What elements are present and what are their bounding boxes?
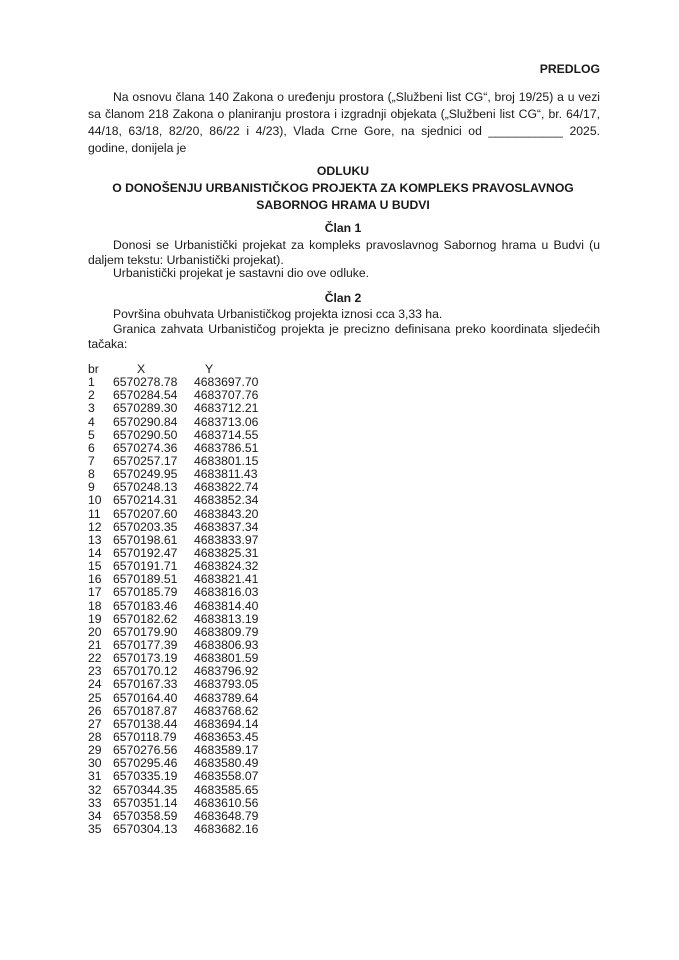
x-coordinate: 6570207.60: [113, 506, 178, 521]
y-coordinate: 4683813.19: [194, 611, 259, 626]
x-coordinate: 6570278.78: [113, 375, 178, 390]
y-coordinate: 4683786.51: [194, 440, 259, 455]
y-coordinate: 4683816.03: [194, 585, 259, 600]
y-coordinate: 4683589.17: [194, 743, 259, 758]
y-coordinate: 4683801.59: [194, 651, 259, 666]
x-coordinate: 6570118.79: [113, 729, 177, 744]
y-coordinate: 4683713.06: [194, 414, 259, 429]
y-coordinate: 4683653.45: [194, 729, 259, 744]
y-coordinate: 4683714.55: [194, 427, 259, 442]
article-1-paragraph-1: Donosi se Urbanistički projekat za kompleks pravoslavnog Sabornog hrama u Budvi (u daljem tekstu: Urbanistički projekat).: [88, 238, 600, 267]
x-coordinate: 6570167.33: [113, 677, 178, 692]
point-number: 18: [88, 598, 102, 613]
y-coordinate: 4683814.40: [194, 598, 259, 613]
x-coordinate: 6570203.35: [113, 519, 178, 534]
title-line-3: SABORNOG HRAMA U BUDVI: [256, 198, 430, 212]
x-coordinate: 6570249.95: [113, 467, 178, 482]
point-number: 7: [88, 453, 95, 468]
column-header-y: Y: [205, 362, 214, 376]
y-coordinate: 4683707.76: [194, 388, 259, 403]
y-coordinate: 4683558.07: [194, 769, 259, 784]
y-coordinate: 4683806.93: [194, 637, 259, 652]
y-coordinate: 4683585.65: [194, 782, 259, 797]
y-coordinate: 4683712.21: [194, 401, 259, 416]
x-coordinate: 6570290.50: [113, 427, 178, 442]
column-header-br: br: [88, 362, 99, 376]
point-number: 13: [88, 532, 102, 547]
point-number: 26: [88, 703, 102, 718]
point-number: 20: [88, 624, 102, 639]
x-coordinate: 6570170.12: [113, 664, 178, 679]
x-coordinate: 6570344.35: [113, 782, 178, 797]
y-coordinate: 4683697.70: [194, 375, 259, 390]
point-number: 5: [88, 427, 95, 442]
y-coordinate: 4683789.64: [194, 690, 259, 705]
article-2-heading: Član 2: [324, 291, 362, 305]
point-number: 28: [88, 729, 102, 744]
y-coordinate: 4683648.79: [194, 808, 259, 823]
y-coordinate: 4683580.49: [194, 756, 259, 771]
y-coordinate: 4683821.41: [194, 572, 259, 587]
point-number: 8: [88, 467, 95, 482]
y-coordinate: 4683793.05: [194, 677, 259, 692]
x-coordinate: 6570290.84: [113, 414, 178, 429]
x-coordinate: 6570185.79: [113, 585, 178, 600]
y-coordinate: 4683796.92: [194, 664, 259, 679]
x-coordinate: 6570179.90: [113, 624, 178, 639]
point-number: 35: [88, 821, 102, 836]
point-number: 10: [88, 493, 102, 508]
x-coordinate: 6570182.62: [113, 611, 178, 626]
point-number: 31: [88, 769, 102, 784]
x-coordinate: 6570248.13: [113, 480, 178, 495]
y-coordinate: 4683822.74: [194, 480, 259, 495]
decision-title: [60, 163, 626, 214]
x-coordinate: 6570335.19: [113, 769, 178, 784]
point-number: 30: [88, 756, 102, 771]
x-coordinate: 6570164.40: [113, 690, 178, 705]
title-line-1: ODLUKU: [316, 164, 370, 178]
article-2-paragraph-1: Površina obuhvata Urbanističkog projekta iznosi cca 3,33 ha.: [113, 307, 443, 321]
x-coordinate: 6570138.44: [113, 716, 178, 731]
y-coordinate: 4683610.56: [194, 795, 259, 810]
x-coordinate: 6570284.54: [113, 388, 178, 403]
point-number: 24: [88, 677, 102, 692]
x-coordinate: 6570187.87: [113, 703, 178, 718]
x-coordinate: 6570189.51: [113, 572, 178, 587]
y-coordinate: 4683825.31: [194, 545, 259, 560]
point-number: 12: [88, 519, 102, 534]
article-1-paragraph-2: Urbanistički projekat je sastavni dio ove odluke.: [113, 266, 370, 280]
point-number: 14: [88, 545, 102, 560]
y-coordinate: 4683824.32: [194, 559, 259, 574]
x-coordinate: 6570289.30: [113, 401, 178, 416]
x-coordinate: 6570191.71: [113, 559, 178, 574]
point-number: 1: [88, 375, 95, 390]
point-number: 11: [88, 506, 101, 521]
y-coordinate: 4683694.14: [194, 716, 259, 731]
x-coordinate: 6570177.39: [113, 637, 178, 652]
y-coordinate: 4683809.79: [194, 624, 259, 639]
point-number: 19: [88, 611, 102, 626]
y-coordinate: 4683852.34: [194, 493, 259, 508]
title-line-2: O DONOŠENJU URBANISTIČKOG PROJEKTA ZA KOMPLEKS PRAVOSLAVNOG: [112, 181, 574, 195]
point-number: 6: [88, 440, 95, 455]
point-number: 25: [88, 690, 102, 705]
x-coordinate: 6570351.14: [113, 795, 178, 810]
x-coordinate: 6570295.46: [113, 756, 178, 771]
article-1-heading: Član 1: [324, 221, 362, 235]
document-label: PREDLOG: [539, 62, 600, 76]
x-coordinate: 6570358.59: [113, 808, 178, 823]
x-coordinate: 6570304.13: [113, 821, 178, 836]
point-number: 9: [88, 480, 95, 495]
point-number: 33: [88, 795, 102, 810]
y-coordinate: 4683768.62: [194, 703, 259, 718]
x-coordinate: 6570214.31: [113, 493, 178, 508]
x-coordinate: 6570276.56: [113, 743, 178, 758]
intro-paragraph: Na osnovu člana 140 Zakona o uređenju prostora („Službeni list CG“, broj 19/25) a u vezi sa članom 218 Zakona o planiranju prostora i izgradnji objekata („Službeni list CG“, br. 64/17, 44/18, 63/18, 82/20, 86/22 i 4/23), Vlada Crne Gore, na sjednici od ___________ 2025. godine, donijela je: [88, 90, 600, 155]
point-number: 29: [88, 743, 102, 758]
point-number: 16: [88, 572, 102, 587]
column-header-x: X: [137, 362, 146, 376]
x-coordinate: 6570192.47: [113, 545, 178, 560]
point-number: 34: [88, 808, 102, 823]
point-number: 15: [88, 559, 102, 574]
point-number: 3: [88, 401, 95, 416]
point-number: 2: [88, 388, 95, 403]
y-coordinate: 4683801.15: [194, 453, 259, 468]
point-number: 17: [88, 585, 102, 600]
point-number: 22: [88, 651, 102, 666]
y-coordinate: 4683843.20: [194, 506, 259, 521]
x-coordinate: 6570274.36: [113, 440, 178, 455]
point-number: 32: [88, 782, 102, 797]
point-number: 21: [88, 637, 102, 652]
y-coordinate: 4683833.97: [194, 532, 259, 547]
x-coordinate: 6570173.19: [113, 651, 178, 666]
article-2-paragraph-2: Granica zahvata Urbanističog projekta je precizno definisana preko koordinata sljedećih tačaka:: [88, 322, 600, 351]
point-number: 4: [88, 414, 95, 429]
point-number: 27: [88, 716, 102, 731]
y-coordinate: 4683837.34: [194, 519, 259, 534]
y-coordinate: 4683682.16: [194, 821, 259, 836]
x-coordinate: 6570183.46: [113, 598, 178, 613]
point-number: 23: [88, 664, 102, 679]
x-coordinate: 6570257.17: [113, 453, 178, 468]
x-coordinate: 6570198.61: [113, 532, 178, 547]
y-coordinate: 4683811.43: [194, 467, 258, 482]
